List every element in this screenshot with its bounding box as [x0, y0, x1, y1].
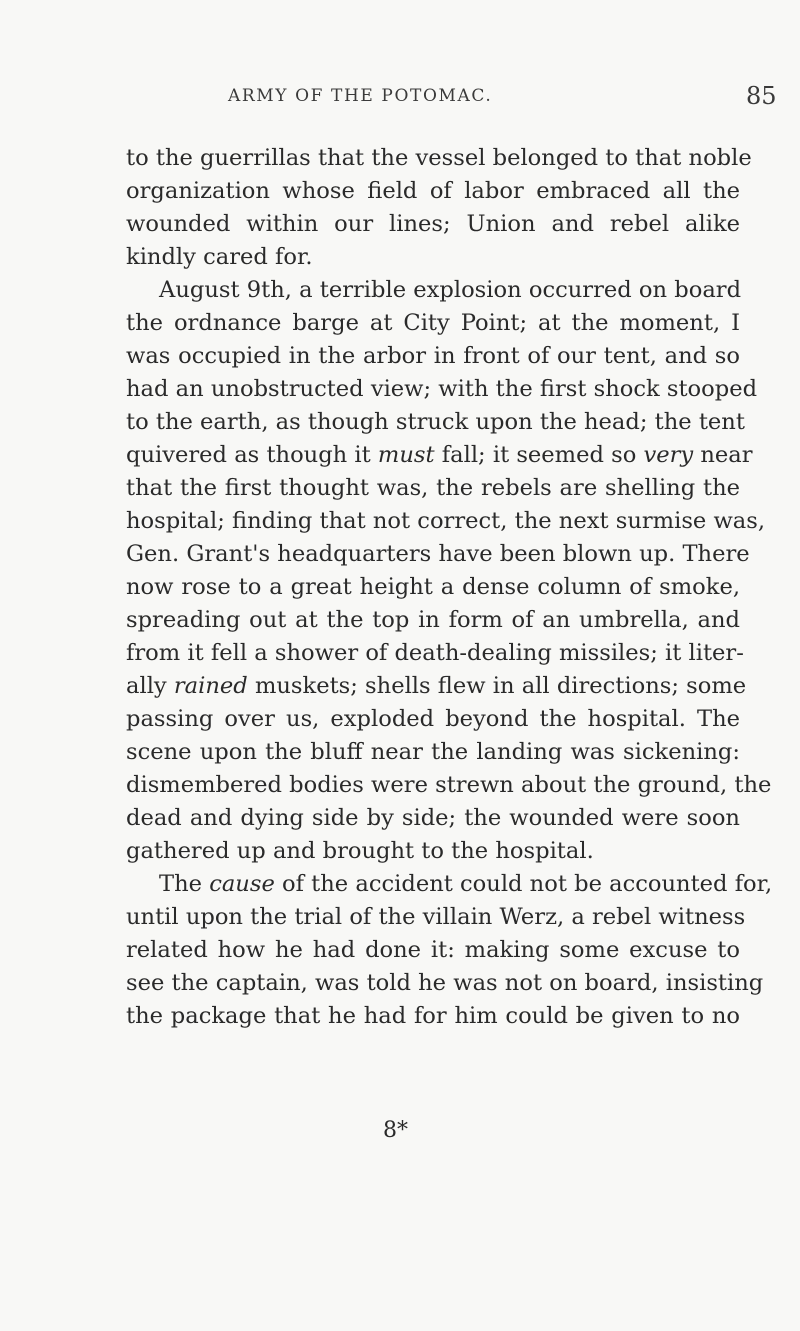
text-line: Gen. Grant's headquarters have been blown up. There — [126, 541, 750, 567]
line-segment: fall; it seemed so — [434, 442, 644, 468]
text-line: scene upon the bluff near the landing was sickening: — [126, 739, 740, 765]
signature-mark: 8* — [383, 1118, 408, 1143]
text-line: the package that he had for him could be given to no — [126, 1003, 740, 1029]
line-segment: quivered as though it — [126, 442, 378, 468]
text-line: the ordnance barge at City Point; at the moment, I — [126, 310, 740, 336]
text-line: passing over us, exploded beyond the hospital. The — [126, 706, 740, 732]
text-line: organization whose field of labor embraced all the — [126, 178, 740, 204]
paragraph-start-line: August 9th, a terrible explosion occurred on board — [159, 277, 742, 303]
text-line: now rose to a great height a dense column of smoke, — [126, 574, 740, 600]
italic-emphasis: rained — [173, 673, 248, 699]
page-number: 85 — [746, 82, 777, 110]
paragraph-start-line — [126, 868, 773, 901]
line-segment: ally — [126, 673, 174, 699]
text-line: that the first thought was, the rebels are shelling the — [126, 475, 740, 501]
text-line: see the captain, was told he was not on board, insisting — [126, 970, 764, 996]
text-line: until upon the trial of the villain Werz, a rebel witness — [126, 904, 746, 930]
text-line: spreading out at the top in form of an umbrella, and — [126, 607, 740, 633]
line-segment: near — [693, 442, 753, 468]
text-line: gathered up and brought to the hospital. — [126, 838, 594, 864]
text-line: from it fell a shower of death-dealing missiles; it liter- — [126, 640, 744, 666]
text-line — [126, 439, 753, 472]
text-line — [126, 670, 747, 703]
line-segment: muskets; shells flew in all directions; some — [247, 673, 747, 699]
text-line: wounded within our lines; Union and rebel alike — [126, 211, 740, 237]
text-line: hospital; finding that not correct, the next surmise was, — [126, 508, 766, 534]
text-line: dismembered bodies were strewn about the ground, the — [126, 772, 772, 798]
italic-emphasis: must — [377, 442, 435, 468]
text-line: to the guerrillas that the vessel belonged to that noble — [126, 145, 752, 171]
text-line: related how he had done it: making some excuse to — [126, 937, 740, 963]
running-title: ARMY OF THE POTOMAC. — [228, 86, 493, 106]
line-segment: The — [159, 871, 210, 897]
text-line: to the earth, as though struck upon the head; the tent — [126, 409, 745, 435]
body-text — [126, 142, 773, 1033]
line-segment: of the accident could not be accounted for, — [274, 871, 773, 897]
text-line: dead and dying side by side; the wounded were soon — [126, 805, 740, 831]
text-line: was occupied in the arbor in front of our tent, and so — [126, 343, 740, 369]
italic-emphasis: cause — [209, 871, 275, 897]
text-line: kindly cared for. — [126, 244, 313, 270]
italic-emphasis: very — [643, 442, 694, 468]
text-line: had an unobstructed view; with the first shock stooped — [126, 376, 758, 402]
running-head — [0, 82, 800, 116]
